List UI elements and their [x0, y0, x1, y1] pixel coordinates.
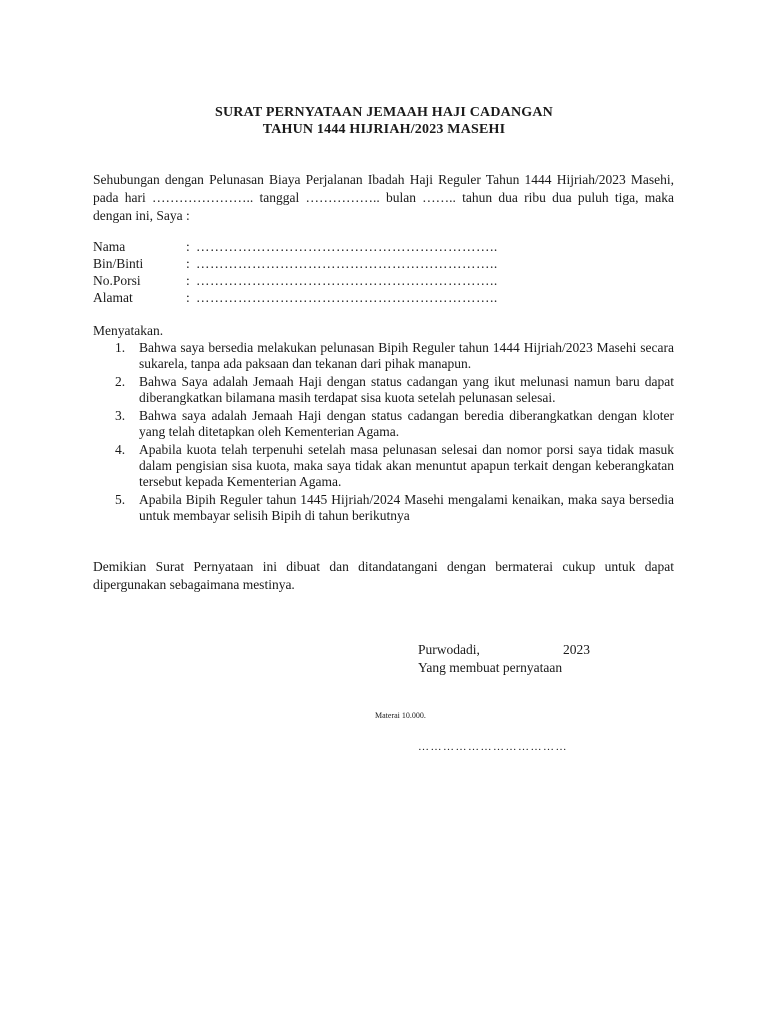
list-item: [93, 492, 674, 524]
list-text: Apabila kuota telah terpenuhi setelah masa pelunasan selesai dan nomor porsi saya tidak masuk dalam pengisian sisa kuota, maka saya tidak akan menuntut apapun terkait dengan keberangkatan tersebut kepada Kementerian Agama.: [139, 442, 674, 489]
field-separator: :: [186, 239, 190, 254]
list-number: 1.: [115, 340, 126, 355]
document-title: SURAT PERNYATAAN JEMAAH HAJI CADANGAN: [215, 105, 553, 120]
intro-paragraph: Sehubungan dengan Pelunasan Biaya Perjalanan Ibadah Haji Reguler Tahun 1444 Hijriah/2023 Masehi, pada hari ………………….. tanggal …………….. bulan …….. tahun dua ribu dua puluh tiga, maka dengan ini, Saya :: [93, 172, 674, 223]
list-number: 3.: [115, 408, 126, 423]
list-number: 4.: [115, 442, 126, 457]
list-text: Bahwa Saya adalah Jemaah Haji dengan status cadangan yang ikut melunasi namun baru dapat diberangkatkan bilamana masih terdapat sisa kuota setelah pelunasan selesai.: [139, 374, 674, 405]
list-item: [93, 340, 674, 372]
field-separator: :: [186, 256, 190, 271]
identity-fields: [93, 238, 674, 306]
list-item: [93, 374, 674, 406]
list-item: [93, 442, 674, 490]
field-alamat: [93, 289, 674, 306]
field-blank: ………………………………………………………..: [196, 273, 498, 288]
document-subtitle: TAHUN 1444 HIJRIAH/2023 MASEHI: [262, 122, 506, 137]
field-label: No.Porsi: [93, 273, 141, 288]
field-no-porsi: [93, 272, 674, 289]
field-blank: ………………………………………………………..: [196, 239, 498, 254]
place-date: [418, 641, 590, 659]
closing-paragraph: Demikian Surat Pernyataan ini dibuat dan ditandatangani dengan bermaterai cukup untuk dapat dipergunakan sebagaimana mestinya.: [93, 559, 674, 592]
field-separator: :: [186, 290, 190, 305]
field-label: Nama: [93, 239, 126, 254]
declaration-list: [93, 340, 674, 526]
list-number: 2.: [115, 374, 126, 389]
field-blank: ………………………………………………………..: [196, 256, 498, 271]
list-item: [93, 408, 674, 440]
field-label: Alamat: [93, 290, 133, 305]
list-text: Bahwa saya bersedia melakukan pelunasan Bipih Reguler tahun 1444 Hijriah/2023 Masehi secara sukarela, tanpa ada paksaan dan tekanan dari pihak manapun.: [139, 340, 674, 371]
signature-line: ………………………………: [418, 741, 568, 753]
declaration-heading: Menyatakan.: [93, 323, 164, 338]
field-blank: ………………………………………………………..: [196, 290, 498, 305]
signatory-label: Yang membuat pernyataan: [418, 660, 563, 675]
signature-place: Purwodadi,: [418, 642, 480, 657]
list-text: Apabila Bipih Reguler tahun 1445 Hijriah/2024 Masehi mengalami kenaikan, maka saya bersedia untuk membayar selisih Bipih di tahun berikutnya: [139, 492, 674, 523]
list-number: 5.: [115, 492, 126, 507]
field-bin-binti: [93, 255, 674, 272]
list-text: Bahwa saya adalah Jemaah Haji dengan status cadangan beredia diberangkatkan dengan kloter yang telah ditetapkan oleh Kementerian Agama.: [139, 408, 674, 439]
field-nama: [93, 238, 674, 255]
field-label: Bin/Binti: [93, 256, 144, 271]
stamp-duty-note: Materai 10.000.: [375, 711, 426, 720]
signature-year: 2023: [563, 642, 590, 657]
field-separator: :: [186, 273, 190, 288]
